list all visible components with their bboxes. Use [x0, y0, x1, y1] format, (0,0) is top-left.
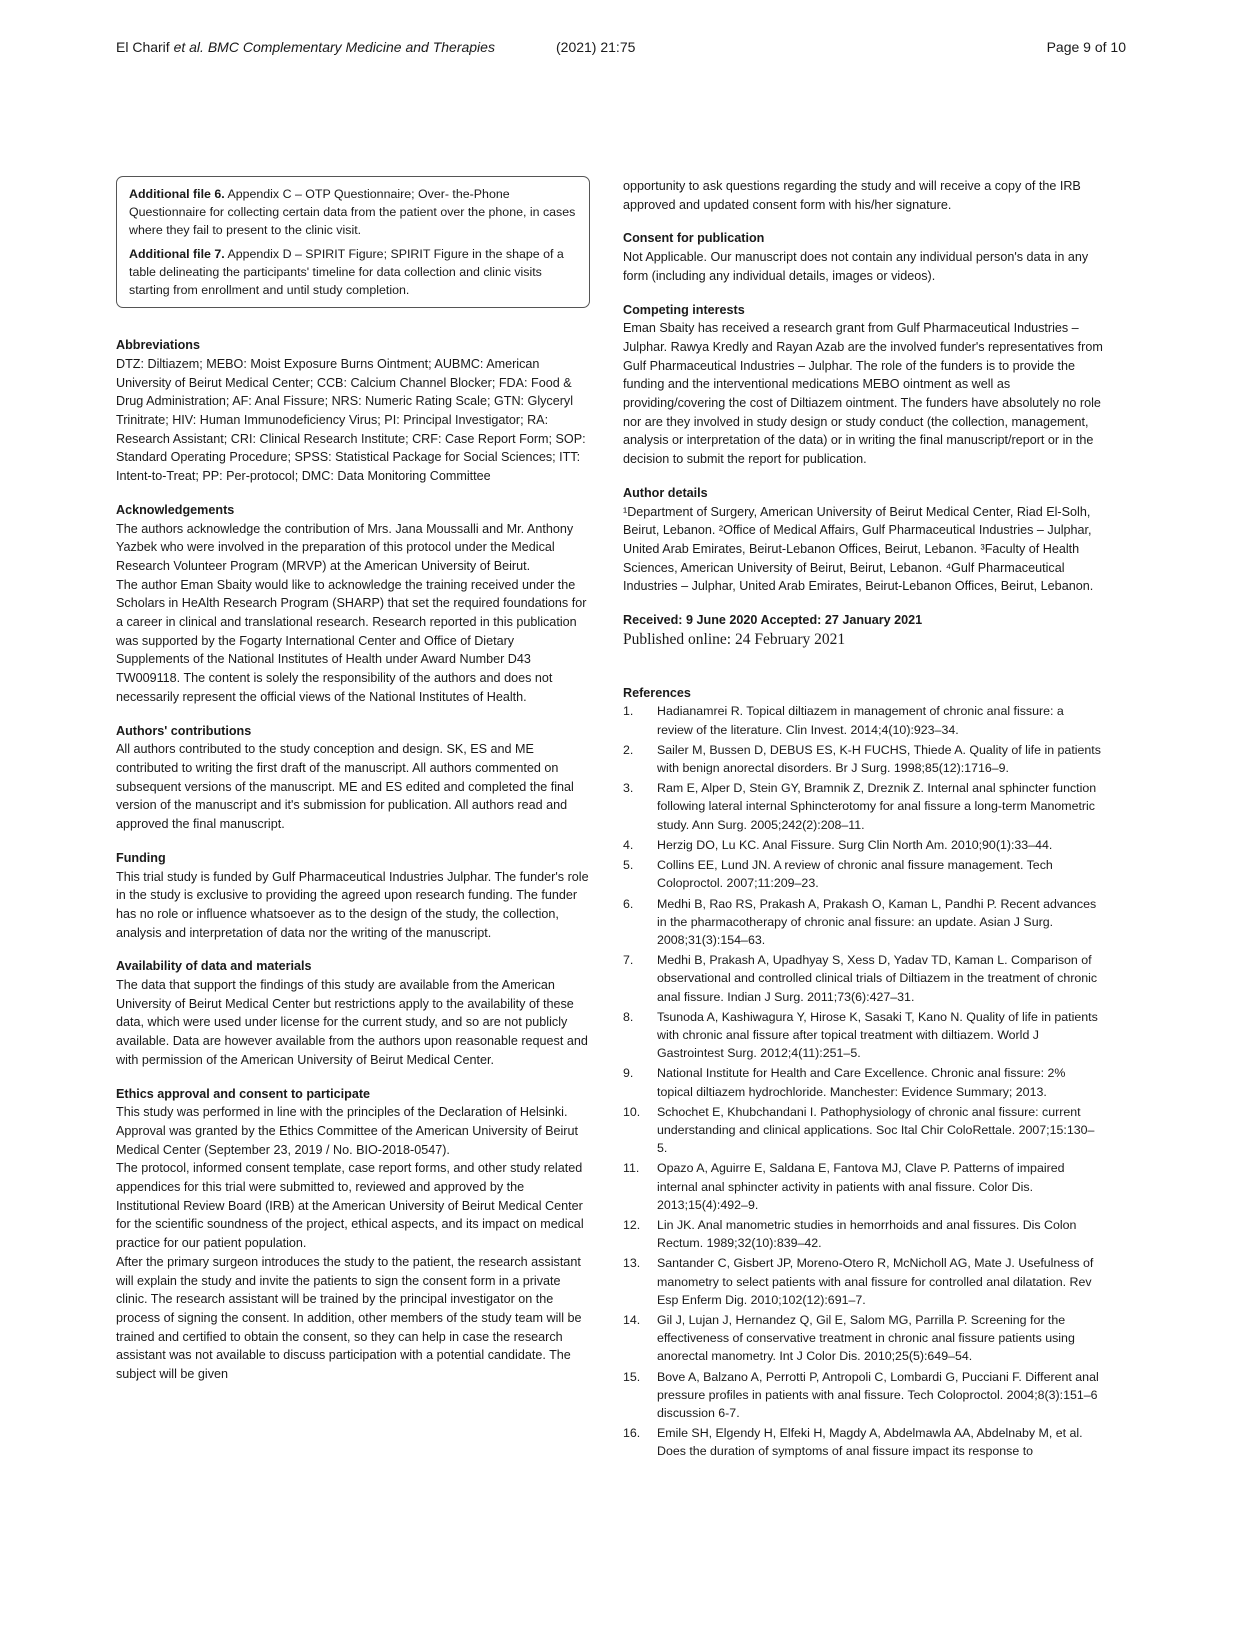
reference-text: Lin JK. Anal manometric studies in hemorrhoids and anal fissures. Dis Colon Rectum. 1989;32(10):839–42.: [657, 1217, 1077, 1251]
published-date: Published online: 24 February 2021: [623, 630, 846, 648]
reference-number: 5.: [623, 858, 634, 873]
additional-file-label: Additional file 7.: [129, 246, 225, 261]
additional-file-item[interactable]: [129, 185, 577, 240]
reference-number: 16.: [623, 1426, 641, 1441]
reference-text: Opazo A, Aguirre E, Saldana E, Fantova MJ, Clave P. Patterns of impaired internal anal sphincter activity in patients with anal fissure. Color Dis. 2013;15(4):492–9.: [657, 1161, 1065, 1212]
reference-item[interactable]: [623, 1311, 1103, 1366]
reference-number: 4.: [623, 837, 634, 852]
header-year-volume: (2021) 21:75: [556, 39, 636, 55]
reference-number: 13.: [623, 1256, 641, 1271]
header-citation: [116, 36, 495, 58]
header-journal: BMC Complementary Medicine and Therapies: [207, 39, 495, 55]
section-paragraph: ¹Department of Surgery, American University of Beirut Medical Center, Riad El-Solh, Beirut, Lebanon. ²Office of Medical Affairs, Gulf Pharmaceutical Industries – Julphar, United Arab Emirates, Beirut-Lebanon Offices, Beirut, Lebanon. ³Faculty of Health Sciences, American University of Beirut, Beirut, Lebanon. ⁴Gulf Pharmaceutical Industries – Julphar, United Arab Emirates, Beirut-Lebanon Offices, Beirut, Lebanon.: [623, 504, 1094, 594]
reference-item[interactable]: [623, 1159, 1103, 1214]
reference-item[interactable]: [623, 1064, 1103, 1100]
section-references: [623, 684, 1103, 1461]
section-author-details: [623, 484, 1103, 596]
ethics-continuation: [623, 177, 1103, 214]
reference-item[interactable]: [623, 1008, 1103, 1063]
reference-text: Tsunoda A, Kashiwagura Y, Hirose K, Sasaki T, Kano N. Quality of life in patients with chronic anal fissure after topical treatment with diltiazem. World J Gastrointest Surg. 2012;4(11):251–5.: [657, 1009, 1098, 1061]
header-page-number: Page 9 of 10: [1046, 39, 1126, 55]
section-heading: References: [623, 685, 691, 700]
reference-text: National Institute for Health and Care Excellence. Chronic anal fissure: 2% topical diltiazem hydrochloride. Manchester: Evidence Summary; 2013.: [657, 1066, 1066, 1099]
section-paragraph: All authors contributed to the study conception and design. SK, ES and ME contributed to writing the first draft of the manuscript. All authors commented on subsequent versions of the manuscript. ME and ES edited and completed the final version of the manuscript and it's submission for publication. All authors read and approved the final manuscript.: [116, 742, 574, 832]
reference-number: 14.: [623, 1312, 641, 1327]
reference-number: 11.: [623, 1161, 640, 1176]
reference-item[interactable]: [623, 702, 1103, 738]
section-authors-contributions: [116, 722, 590, 834]
section-paragraph: This trial study is funded by Gulf Pharmaceutical Industries Julphar. The funder's role in the study is exclusive to providing the agreed upon research funding. The funder has no role or influence whatsoever as to the design of the study, the collection, analysis and interpretation of data nor the writing of the manuscript.: [116, 869, 589, 940]
left-column: [116, 176, 590, 1399]
reference-number: 10.: [623, 1104, 641, 1119]
reference-number: 6.: [623, 896, 634, 911]
section-paragraph: This study was performed in line with the principles of the Declaration of Helsinki. Approval was granted by the Ethics Committee of the American University of Beirut Medical Center (September 23, 2019 / No. BIO-2018-0547).: [116, 1105, 578, 1157]
reference-text: Gil J, Lujan J, Hernandez Q, Gil E, Salom MG, Parrilla P. Screening for the effectiveness of conservative treatment in chronic anal fissure patients using anorectal manometry. Int J Color Dis. 2010;25(5):649–54.: [657, 1312, 1075, 1364]
reference-text: Medhi B, Prakash A, Upadhyay S, Xess D, Yadav TD, Kaman L. Comparison of observational and controlled clinical trials of Diltiazem in the treatment of chronic anal fissure. Indian J Surg. 2011;73(6):427–31.: [657, 953, 1098, 1004]
section-heading: Consent for publication: [623, 231, 765, 246]
section-paragraph: DTZ: Diltiazem; MEBO: Moist Exposure Burns Ointment; AUBMC: American University of Beirut Medical Center; CCB: Calcium Channel Blocker; FDA: Food & Drug Administration; AF: Anal Fissure; NRS: Numeric Rating Scale; GTN: Glyceryl Trinitrate; HIV: Human Immunodeficiency Virus; PI: Principal Investigator; RA: Research Assistant; CRI: Clinical Research Institute; CRF: Case Report Form; SOP: Standard Operating Procedure; SPSS: Statistical Package for Social Sciences; ITT: Intent-to-Treat; PP: Per-protocol; DMC: Data Monitoring Committee: [116, 356, 586, 484]
additional-file-item[interactable]: [129, 245, 577, 300]
reference-number: 15.: [623, 1369, 641, 1384]
reference-text: Ram E, Alper D, Stein GY, Bramnik Z, Dreznik Z. Internal anal sphincter function following lateral internal Sphincterotomy for anal fissure a long-term Manometric study. Ann Surg. 2005;242(2):208–11.: [657, 781, 1097, 832]
reference-text: Santander C, Gisbert JP, Moreno-Otero R, McNicholl AG, Mate J. Usefulness of manometry to select patients with anal fissure for controlled anal dilatation. Rev Esp Enferm Dig. 2010;102(12):691–7.: [657, 1256, 1094, 1307]
section-heading: Author details: [623, 485, 708, 500]
section-paragraph: The author Eman Sbaity would like to acknowledge the training received under the Scholars in HeAlth Research Program (SHARP) that set the required foundations for a career in clinical and translational research. Research reported in this publication was supported by the Fogarty International Center and Office of Dietary Supplements of the National Institutes of Health under Award Number D43 TW009118. The content is solely the responsibility of the authors and does not necessarily represent the official views of the National Institutes of Health.: [116, 577, 587, 704]
reference-text: Schochet E, Khubchandani I. Pathophysiology of chronic anal fissure: current understanding and clinical applications. Soc Ital Chir ColoRettale. 2007;15:130–5.: [657, 1104, 1095, 1156]
section-competing-interests: [623, 301, 1103, 469]
reference-text: Bove A, Balzano A, Perrotti P, Antropoli C, Lombardi G, Pucciani F. Different anal pressure profiles in patients with anal fissure. Tech Coloproctol. 2004;8(3):151–6 discussion 6-7.: [657, 1369, 1099, 1420]
section-ethics: [116, 1085, 590, 1384]
section-consent-publication: [623, 229, 1103, 285]
section-heading: Abbreviations: [116, 338, 200, 353]
reference-text: Emile SH, Elgendy H, Elfeki H, Magdy A, Abdelmawla AA, Abdelnaby M, et al. Does the duration of symptoms of anal fissure impact its response to: [657, 1426, 1083, 1459]
reference-item[interactable]: [623, 1103, 1103, 1158]
additional-file-description: Appendix C – OTP Questionnaire; Over- the-Phone Questionnaire for collecting certain data from the patient over the phone, in cases where they fail to present to the clinic visit.: [129, 187, 576, 238]
reference-text: Hadianamrei R. Topical diltiazem in management of chronic anal fissure: a review of the literature. Clin Invest. 2014;4(10):923–34.: [657, 704, 1064, 737]
section-abbreviations: [116, 336, 590, 486]
reference-text: Sailer M, Bussen D, DEBUS ES, K-H FUCHS, Thiede A. Quality of life in patients with benign anorectal disorders. Br J Surg. 1998;85(12):1716–9.: [657, 742, 1101, 776]
section-heading: Authors' contributions: [116, 723, 252, 738]
reference-item[interactable]: [623, 1216, 1103, 1252]
reference-text: Collins EE, Lund JN. A review of chronic anal fissure management. Tech Coloproctol. 2007;11:209–23.: [657, 858, 1053, 891]
reference-item[interactable]: [623, 741, 1103, 777]
additional-file-description: Appendix D – SPIRIT Figure; SPIRIT Figure in the shape of a table delineating the participants' timeline for data collection and clinic visits starting from enrollment and until study completion.: [129, 246, 564, 298]
reference-item[interactable]: [623, 1424, 1103, 1460]
section-paragraph: opportunity to ask questions regarding the study and will receive a copy of the IRB approved and updated consent form with his/her signature.: [623, 179, 1081, 212]
section-paragraph: After the primary surgeon introduces the study to the patient, the research assistant will explain the study and invite the patients to sign the consent form in a private clinic. The research assistant will be trained by the principal investigator on the process of signing the consent. In addition, other members of the study team will be trained and certified to obtain the consent, so they can help in case the research assistant was not available to discuss participation with a potential candidate. The subject will be given: [116, 1254, 582, 1382]
section-heading: Competing interests: [623, 302, 745, 317]
reference-item[interactable]: [623, 779, 1103, 834]
section-paragraph: The data that support the findings of this study are available from the American University of Beirut Medical Center but restrictions apply to the availability of these data, which were used under license for the current study, and so are not publicly available. Data are however available from the authors upon reasonable request and with permission of the American University of Beirut Medical Center.: [116, 978, 588, 1067]
reference-text: Medhi B, Rao RS, Prakash A, Prakash O, Kaman L, Pandhi P. Recent advances in the pharmacotherapy of chronic anal fissure: an update. Asian J Surg. 2008;31(3):154–63.: [657, 896, 1097, 947]
section-paragraph: The protocol, informed consent template, case report forms, and other study related appendices for this trial were submitted to, reviewed and approved by the Institutional Review Board (IRB) at the American University of Beirut Medical Center for the scientific soundness of the project, ethical aspects, and its impact on medical practice for our patient population.: [116, 1161, 584, 1251]
additional-files-box: [116, 176, 590, 308]
right-column: [623, 177, 1103, 1476]
reference-number: 3.: [623, 781, 634, 796]
additional-file-label: Additional file 6.: [129, 187, 225, 201]
section-heading: Acknowledgements: [116, 502, 235, 517]
reference-number: 9.: [623, 1066, 634, 1081]
section-data-availability: [116, 957, 590, 1069]
received-accepted-dates: Received: 9 June 2020 Accepted: 27 January 2021: [623, 613, 923, 628]
section-paragraph: Eman Sbaity has received a research grant from Gulf Pharmaceutical Industries – Julphar. Rawya Kredly and Rayan Azab are the involved funder's representatives from Gulf Pharmaceutical Industries – Julphar. The role of the funders is to provide the funding and the interventional medications MEBO ointment as well as providing/covering the cost of Diltiazem ointment. The funders have absolutely no role nor are they involved in study design or study conduct (the collection, management, analysis or interpretation of the data) or in writing the final manuscript/report or in the decision to submit the report for publication.: [623, 321, 1103, 467]
reference-number: 1.: [623, 704, 634, 719]
section-funding: [116, 849, 590, 943]
section-heading: Funding: [116, 850, 166, 865]
header-authors: El Charif: [116, 39, 170, 55]
header-etal: et al.: [173, 39, 204, 55]
reference-number: 7.: [623, 953, 634, 968]
reference-item[interactable]: [623, 895, 1103, 950]
reference-list: [623, 702, 1103, 1460]
reference-number: 8.: [623, 1009, 634, 1024]
reference-number: 2.: [623, 742, 634, 757]
section-paragraph: Not Applicable. Our manuscript does not contain any individual person's data in any form (including any individual details, images or videos).: [623, 250, 1089, 283]
reference-item[interactable]: [623, 856, 1103, 892]
reference-item[interactable]: [623, 836, 1103, 854]
reference-text: Herzig DO, Lu KC. Anal Fissure. Surg Clin North Am. 2010;90(1):33–44.: [657, 837, 1053, 852]
reference-item[interactable]: [623, 1254, 1103, 1309]
reference-item[interactable]: [623, 951, 1103, 1006]
section-paragraph: The authors acknowledge the contribution of Mrs. Jana Moussalli and Mr. Anthony Yazbek who were involved in the preparation of this protocol under the Medical Research Volunteer Program (MRVP) at the American University of Beirut.: [116, 521, 574, 573]
reference-number: 12.: [623, 1217, 641, 1232]
section-heading: Ethics approval and consent to participate: [116, 1086, 371, 1101]
reference-item[interactable]: [623, 1368, 1103, 1423]
section-acknowledgements: [116, 501, 590, 707]
section-heading: Availability of data and materials: [116, 959, 312, 974]
running-header: [116, 36, 1126, 58]
